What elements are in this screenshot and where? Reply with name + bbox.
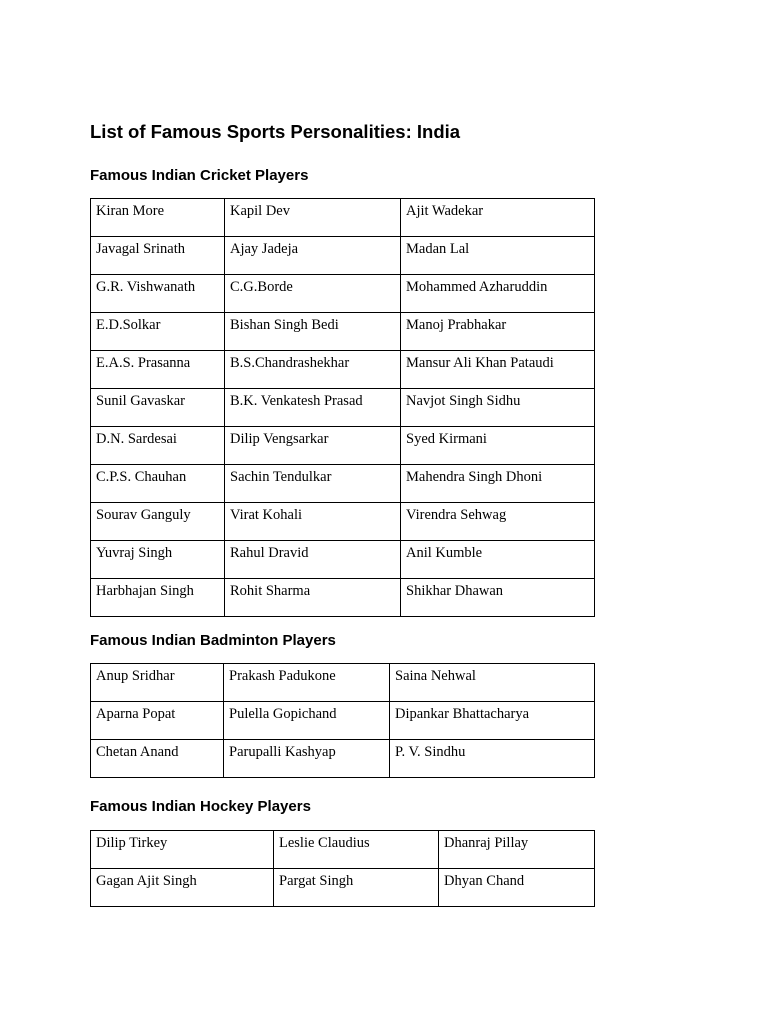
table-cell: Sunil Gavaskar xyxy=(91,389,225,427)
table-row xyxy=(91,831,595,869)
table-cell: Dhyan Chand xyxy=(439,869,595,907)
hockey-players-table xyxy=(90,830,595,907)
table-cell: Dhanraj Pillay xyxy=(439,831,595,869)
table-cell: Prakash Padukone xyxy=(224,664,390,702)
table-row xyxy=(91,427,595,465)
table-row xyxy=(91,313,595,351)
table-cell: Rohit Sharma xyxy=(225,579,401,617)
table-cell: Chetan Anand xyxy=(91,740,224,778)
table-cell: Kiran More xyxy=(91,199,225,237)
table-cell: Parupalli Kashyap xyxy=(224,740,390,778)
table-cell: Yuvraj Singh xyxy=(91,541,225,579)
table-cell: Gagan Ajit Singh xyxy=(91,869,274,907)
table-cell: Leslie Claudius xyxy=(274,831,439,869)
table-cell: C.P.S. Chauhan xyxy=(91,465,225,503)
table-cell: Navjot Singh Sidhu xyxy=(401,389,595,427)
table-cell: Javagal Srinath xyxy=(91,237,225,275)
table-cell: G.R. Vishwanath xyxy=(91,275,225,313)
badminton-heading: Famous Indian Badminton Players xyxy=(90,632,336,649)
table-cell: Sourav Ganguly xyxy=(91,503,225,541)
table-cell: B.K. Venkatesh Prasad xyxy=(225,389,401,427)
cricket-players-table xyxy=(90,198,595,617)
table-cell: Manoj Prabhakar xyxy=(401,313,595,351)
table-cell: Kapil Dev xyxy=(225,199,401,237)
table-cell: Sachin Tendulkar xyxy=(225,465,401,503)
table-row xyxy=(91,740,595,778)
table-cell: Pargat Singh xyxy=(274,869,439,907)
table-cell: E.D.Solkar xyxy=(91,313,225,351)
table-row xyxy=(91,275,595,313)
table-cell: Saina Nehwal xyxy=(390,664,595,702)
table-cell: Aparna Popat xyxy=(91,702,224,740)
cricket-heading: Famous Indian Cricket Players xyxy=(90,167,309,184)
table-row xyxy=(91,664,595,702)
table-cell: Anil Kumble xyxy=(401,541,595,579)
table-cell: Harbhajan Singh xyxy=(91,579,225,617)
table-row xyxy=(91,503,595,541)
hockey-heading: Famous Indian Hockey Players xyxy=(90,798,311,815)
table-cell: Ajay Jadeja xyxy=(225,237,401,275)
table-cell: Virendra Sehwag xyxy=(401,503,595,541)
table-cell: Syed Kirmani xyxy=(401,427,595,465)
table-cell: Rahul Dravid xyxy=(225,541,401,579)
table-cell: Dilip Tirkey xyxy=(91,831,274,869)
table-cell: E.A.S. Prasanna xyxy=(91,351,225,389)
table-cell: Mahendra Singh Dhoni xyxy=(401,465,595,503)
table-cell: Mohammed Azharuddin xyxy=(401,275,595,313)
table-row xyxy=(91,199,595,237)
table-cell: B.S.Chandrashekhar xyxy=(225,351,401,389)
table-cell: Mansur Ali Khan Pataudi xyxy=(401,351,595,389)
table-row xyxy=(91,702,595,740)
table-cell: C.G.Borde xyxy=(225,275,401,313)
table-cell: Ajit Wadekar xyxy=(401,199,595,237)
table-cell: Shikhar Dhawan xyxy=(401,579,595,617)
badminton-players-table xyxy=(90,663,595,778)
table-cell: Pulella Gopichand xyxy=(224,702,390,740)
table-cell: Dilip Vengsarkar xyxy=(225,427,401,465)
table-row xyxy=(91,465,595,503)
table-cell: Virat Kohali xyxy=(225,503,401,541)
table-cell: P. V. Sindhu xyxy=(390,740,595,778)
table-row xyxy=(91,579,595,617)
table-row xyxy=(91,237,595,275)
table-cell: Anup Sridhar xyxy=(91,664,224,702)
table-cell: Bishan Singh Bedi xyxy=(225,313,401,351)
table-row xyxy=(91,351,595,389)
table-cell: D.N. Sardesai xyxy=(91,427,225,465)
table-row xyxy=(91,541,595,579)
table-row xyxy=(91,389,595,427)
table-cell: Madan Lal xyxy=(401,237,595,275)
table-cell: Dipankar Bhattacharya xyxy=(390,702,595,740)
table-row xyxy=(91,869,595,907)
page-title: List of Famous Sports Personalities: India xyxy=(90,121,461,142)
